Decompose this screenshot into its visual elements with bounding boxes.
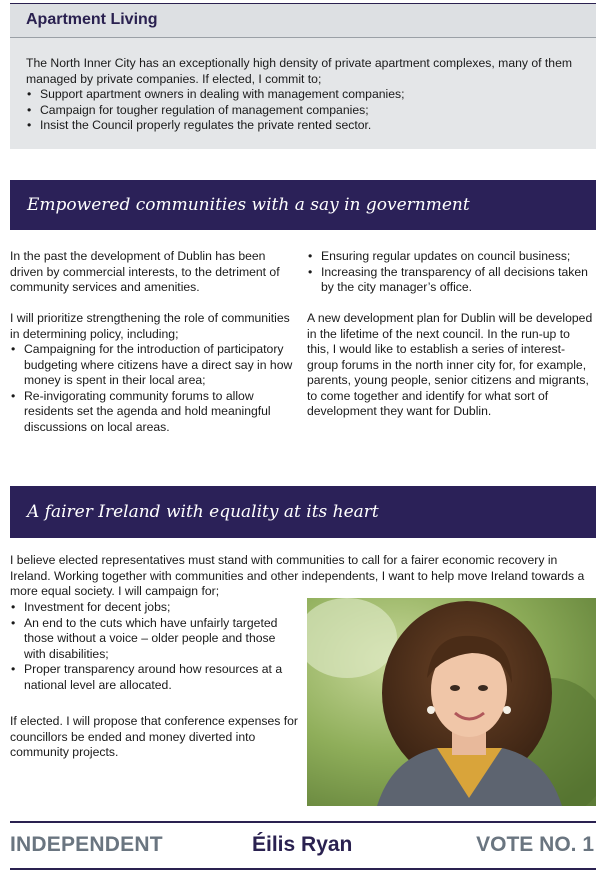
list-item: • Campaign for tougher regulation of management companies; (26, 103, 582, 119)
empowered-left-list (10, 342, 295, 435)
footer-vote-no1: VOTE NO. 1 (476, 833, 594, 856)
list-item: • Investment for decent jobs; (10, 600, 300, 616)
fairer-title: A fairer Ireland with equality at its heart (27, 502, 379, 522)
empowered-left-column (10, 249, 295, 435)
fairer-intro: I believe elected representatives must stand with communities to call for a fairer economic recovery in Ireland. Working together with communities and other independents, I want to help move Ireland towards a more equal society. I will campaign for; (10, 553, 585, 598)
footer-candidate-name: Éilis Ryan (252, 833, 353, 856)
footer-bottom-rule (10, 868, 596, 870)
fairer-banner (10, 486, 596, 538)
fairer-closing: If elected. I will propose that conference expenses for councillors be ended and money diverted into community projects. (10, 714, 298, 759)
apartment-intro: The North Inner City has an exceptionally high density of private apartment complexes, many of them managed by private companies. If elected, I commit to; (26, 56, 573, 86)
empowered-paragraph: In the past the development of Dublin has been driven by commercial interests, to the detriment of community services and amenities. (10, 249, 280, 294)
empowered-title: Empowered communities with a say in government (27, 195, 470, 215)
apartment-title: Apartment Living (26, 11, 158, 28)
candidate-portrait-illustration (307, 598, 596, 806)
apartment-section-body (10, 37, 596, 149)
empowered-paragraph: I will prioritize strengthening the role of communities in determining policy, including; (10, 311, 290, 341)
apartment-bullet-list (26, 87, 582, 134)
list-item: • Support apartment owners in dealing with management companies; (26, 87, 582, 103)
empowered-right-list (307, 249, 595, 296)
footer-independent: INDEPENDENT (10, 833, 163, 856)
list-item: • Ensuring regular updates on council business; (307, 249, 595, 265)
empowered-right-column (307, 249, 595, 435)
list-item: • Proper transparency around how resources at a national level are allocated. (10, 662, 300, 693)
list-item: • Re-invigorating community forums to allow residents set the agenda and hold meaningful discussions on local areas. (10, 389, 295, 436)
footer-top-rule (10, 821, 596, 823)
apartment-section-header (10, 3, 596, 37)
list-item: • Campaigning for the introduction of participatory budgeting where citizens have a direct say in how money is spent in their local area; (10, 342, 295, 389)
list-item: • An end to the cuts which have unfairly targeted those without a voice – older people and those with disabilities; (10, 616, 300, 663)
candidate-photo (307, 598, 596, 806)
list-item: • Increasing the transparency of all decisions taken by the city manager’s office. (307, 265, 595, 296)
empowered-banner (10, 180, 596, 230)
fairer-bullet-list (10, 600, 300, 693)
list-item: • Insist the Council properly regulates the private rented sector. (26, 118, 582, 134)
empowered-paragraph: A new development plan for Dublin will be developed in the lifetime of the next council. In the run-up to this, I would like to establish a series of interest-group forums in the north inner city for, for example, parents, young people, senior citizens and migrants, to come together and identify for what sort of development they want for Dublin. (307, 311, 593, 418)
